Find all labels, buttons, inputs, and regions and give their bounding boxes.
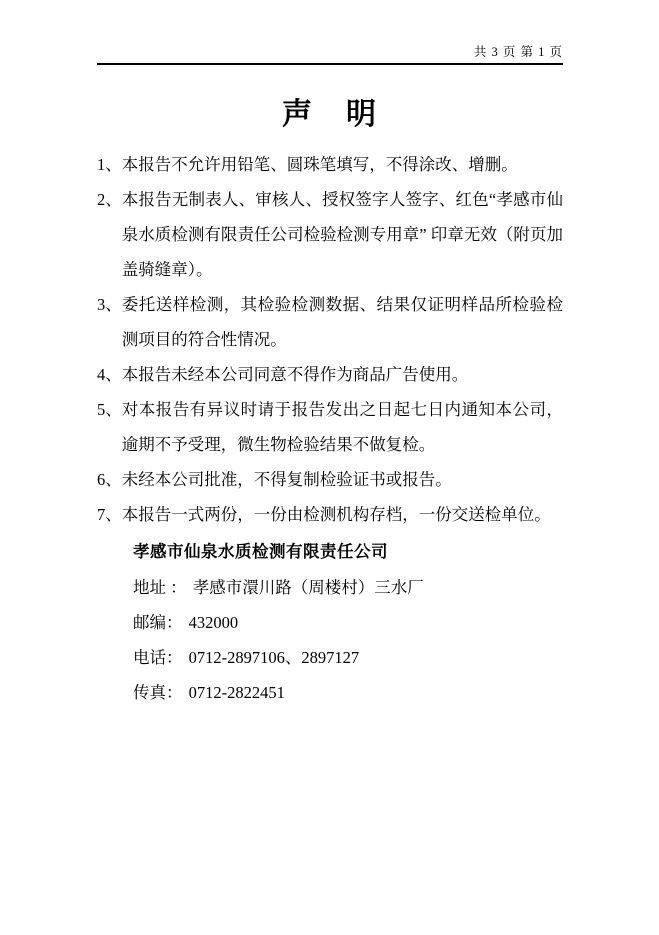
page-header	[97, 0, 563, 60]
statement-item	[97, 497, 563, 532]
item-number: 4、	[97, 365, 122, 384]
statement-item	[97, 287, 563, 357]
statement-list	[97, 147, 563, 532]
contact-label: 电话：	[133, 648, 183, 667]
item-number: 5、	[97, 400, 122, 419]
contact-label: 传真：	[133, 683, 183, 702]
item-text: 未经本公司批准，不得复制检验证书或报告。	[121, 470, 452, 489]
item-number: 3、	[97, 295, 122, 314]
item-number: 2、	[97, 190, 122, 209]
contact-value: 孝感市澴川路（周楼村）三水厂	[192, 578, 424, 597]
item-number: 1、	[97, 155, 122, 174]
statement-item	[97, 462, 563, 497]
statement-item	[97, 392, 563, 462]
statement-item	[97, 182, 563, 287]
item-text: 对本报告有异议时请于报告发出之日起七日内通知本公司，逾期不予受理，微生物检验结果不做复检。	[121, 400, 563, 454]
item-number: 7、	[97, 505, 122, 524]
contact-label: 地址 ：	[133, 578, 187, 597]
page-title: 声 明	[282, 98, 378, 131]
company-block	[133, 535, 563, 710]
item-text: 委托送样检测，其检验检测数据、结果仅证明样品所检验检测项目的符合性情况。	[121, 295, 563, 349]
contact-value: 0712-2822451	[188, 683, 285, 702]
statement-item	[97, 357, 563, 392]
contact-row-postcode	[133, 605, 563, 640]
item-text: 本报告无制表人、审核人、授权签字人签字、红色“孝感市仙泉水质检测有限责任公司检验检测专用章” 印章无效（附页加盖骑缝章）。	[121, 190, 563, 279]
contact-value: 0712-2897106、2897127	[188, 648, 360, 667]
contact-row-address	[133, 570, 563, 605]
company-name: 孝感市仙泉水质检测有限责任公司	[133, 543, 388, 561]
contact-value: 432000	[188, 613, 239, 632]
item-number: 6、	[97, 470, 122, 489]
contact-row-fax	[133, 675, 563, 710]
page-number: 共 3 页 第 1 页	[473, 45, 563, 59]
contact-row-phone	[133, 640, 563, 675]
header-rule	[97, 63, 563, 65]
item-text: 本报告一式两份，一份由检测机构存档，一份交送检单位。	[121, 505, 551, 524]
contact-label: 邮编：	[133, 613, 183, 632]
statement-item	[97, 147, 563, 182]
item-text: 本报告未经本公司同意不得作为商品广告使用。	[121, 365, 469, 384]
item-text: 本报告不允许用铅笔、圆珠笔填写，不得涂改、增删。	[121, 155, 518, 174]
